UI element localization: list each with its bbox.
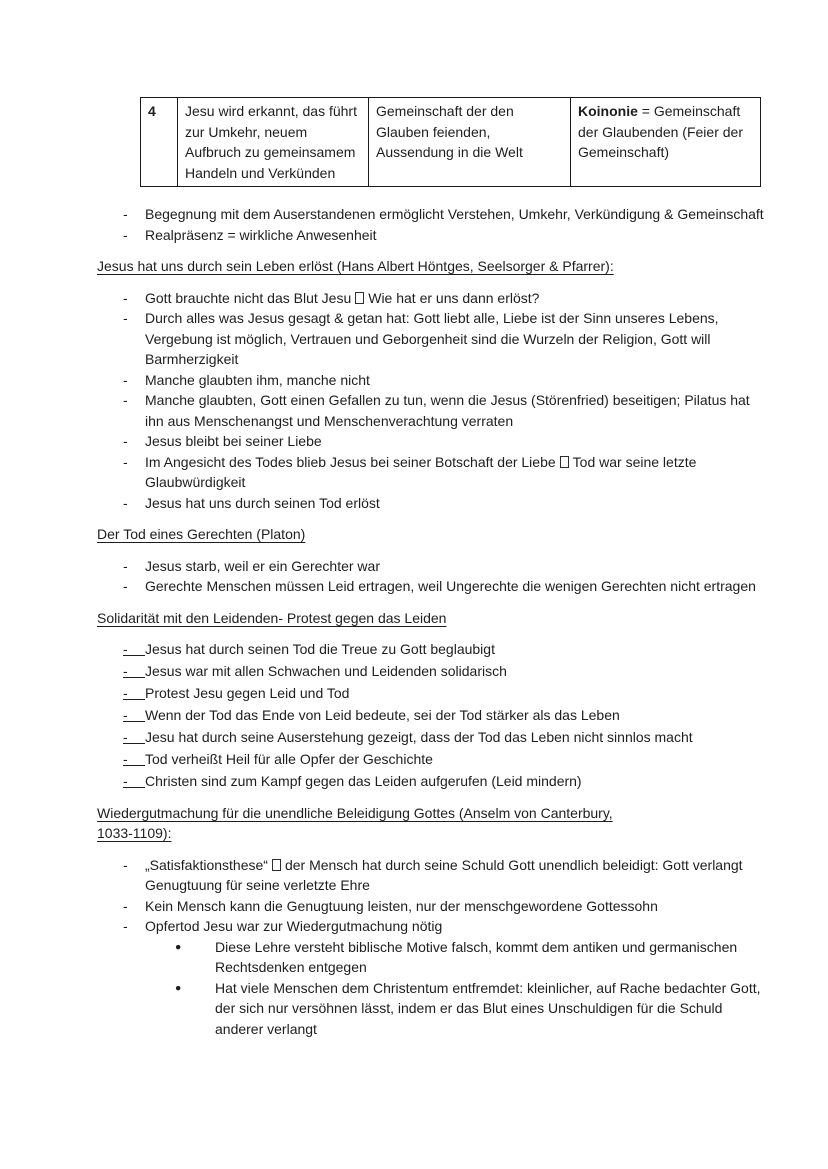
dash-marker: - — [123, 310, 128, 326]
underlined-dash-marker: - — [123, 639, 145, 656]
underlined-dash-marker: - — [123, 661, 145, 678]
bullet-text: Jesus bleibt bei seiner Liebe — [145, 433, 322, 449]
list-item — [97, 855, 765, 896]
bullet-text: Kein Mensch kann die Genugtuung leisten, nur der menschgewordene Gottessohn — [145, 897, 658, 914]
term-keyword: Koinonie — [578, 103, 638, 119]
section-heading-tod-gerechten: Der Tod eines Gerechten (Platon) — [97, 526, 306, 542]
sub-list-item — [97, 937, 765, 978]
dash-marker: - — [123, 856, 128, 873]
bullet-text: Realpräsenz = wirkliche Anwesenheit — [145, 226, 377, 243]
dash-marker: - — [123, 578, 128, 594]
eucharist-steps-table — [140, 97, 761, 187]
bullet-text: Jesus war mit allen Schwachen und Leidenden solidarisch — [145, 663, 507, 679]
list-item — [97, 204, 765, 225]
heading-line: 1033-1109): — [97, 825, 172, 841]
cell-step-meaning: Gemeinschaft der den Glauben feienden, Aussendung in die Welt — [369, 98, 571, 187]
list-item — [97, 431, 765, 452]
list-item — [97, 771, 765, 792]
list-item — [97, 639, 765, 660]
bullet-text: Jesus hat durch seinen Tod die Treue zu Gott beglaubigt — [145, 641, 495, 657]
list-item — [97, 727, 765, 748]
missing-glyph-box-icon — [560, 456, 569, 468]
list-item — [97, 705, 765, 726]
bullet-text: Gerechte Menschen müssen Leid ertragen, weil Ungerechte die wenigen Gerechten nicht ertragen — [145, 578, 756, 594]
dash-marker: - — [123, 289, 128, 306]
cell-step-number: 4 — [141, 98, 178, 187]
heading-line: Wiedergutmachung für die unendliche Beleidigung Gottes (Anselm von Canterbury, — [97, 804, 613, 821]
bullet-text: Gott brauchte nicht das Blut Jesu Wie hat er uns dann erlöst? — [145, 289, 540, 306]
underlined-dash-marker: - — [123, 749, 145, 766]
dash-marker: - — [123, 494, 128, 511]
list-item — [97, 370, 765, 391]
bullet-text: Wenn der Tod das Ende von Leid bedeute, sei der Tod stärker als das Leben — [145, 707, 620, 723]
bullet-text: Manche glaubten ihm, manche nicht — [145, 371, 370, 388]
list-item — [97, 576, 765, 597]
list-item — [97, 493, 765, 514]
bullet-text: Im Angesicht des Todes blieb Jesus bei seiner Botschaft der Liebe Tod war seine letzte Glaubwürdigkeit — [145, 453, 697, 490]
section-heading-leben-erloest: Jesus hat uns durch sein Leben erlöst (Hans Albert Höntges, Seelsorger & Pfarrer): — [97, 258, 614, 274]
list-item — [97, 556, 765, 577]
list-item — [97, 683, 765, 704]
term-definition: = Gemeinschaft der Glaubenden (Feier der Gemeinschaft) — [578, 103, 743, 160]
underlined-dash-marker: - — [123, 683, 145, 700]
section-heading-wiedergutmachung — [97, 803, 765, 844]
bullet-text: Protest Jesu gegen Leid und Tod — [145, 685, 350, 701]
bullet-text: Diese Lehre versteht biblische Motive falsch, kommt dem antiken und germanischen Rechtsdenken entgegen — [215, 938, 738, 975]
list-item — [97, 896, 765, 917]
cell-step-event: Jesu wird erkannt, das führt zur Umkehr, neuem Aufbruch zu gemeinsamem Handeln und Verkünden — [178, 98, 369, 187]
dash-marker: - — [123, 206, 128, 222]
list-item — [97, 308, 765, 370]
sub-list-item — [97, 978, 765, 1040]
dash-marker: - — [123, 392, 128, 408]
cell-step-term — [571, 98, 761, 187]
bullet-text: Begegnung mit dem Auserstandenen ermöglicht Verstehen, Umkehr, Verkündigung & Gemeinschaft — [145, 206, 764, 222]
bullet-list-leben-erloest — [97, 288, 765, 514]
dash-marker: - — [123, 918, 128, 934]
list-item — [97, 390, 765, 431]
underlined-dash-marker: - — [123, 705, 145, 722]
dash-marker: - — [123, 557, 128, 574]
missing-glyph-box-icon — [272, 859, 281, 871]
bullet-text: Jesu hat durch seine Auserstehung gezeigt, dass der Tod das Leben nicht sinnlos macht — [145, 729, 693, 745]
bullet-text: „Satisfaktionsthese“ der Mensch hat durch seine Schuld Gott unendlich beleidigt: Gott verlangt Genugtuung für seine verletzte Ehre — [145, 856, 743, 893]
dash-marker: - — [123, 226, 128, 243]
bullet-text: Jesus starb, weil er ein Gerechter war — [145, 557, 380, 574]
dash-marker: - — [123, 453, 128, 470]
underlined-dash-marker: - — [123, 771, 145, 788]
bullet-list-wiedergutmachung — [97, 855, 765, 1040]
list-item — [97, 916, 765, 937]
bullet-text: Opfertod Jesu war zur Wiedergutmachung nötig — [145, 918, 443, 934]
list-item — [97, 452, 765, 493]
list-item — [97, 749, 765, 770]
bullet-text: Durch alles was Jesus gesagt & getan hat: Gott liebt alle, Liebe ist der Sinn unseres Lebens, Vergebung ist möglich, Vertrauen und Geborgenheit sind die Wurzeln der Religion, Gott will Barmherzigkeit — [145, 310, 719, 367]
bullet-list-solidaritaet — [97, 639, 765, 792]
dash-marker: - — [123, 897, 128, 914]
list-item — [97, 225, 765, 246]
bullet-text: Jesus hat uns durch seinen Tod erlöst — [145, 494, 380, 511]
bullet-list-tod-gerechten — [97, 556, 765, 597]
bullet-dot-icon: ● — [175, 981, 182, 994]
dash-marker: - — [123, 433, 128, 449]
bullet-text: Manche glaubten, Gott einen Gefallen zu tun, wenn die Jesus (Störenfried) beseitigen; Pilatus hat ihn aus Menschenangst und Menschenverachtung verraten — [145, 392, 750, 429]
dash-marker: - — [123, 371, 128, 388]
bullet-text: Hat viele Menschen dem Christentum entfremdet: kleinlicher, auf Rache bedachter Gott, der sich nur versöhnen lässt, indem er das Blut eines Unschuldigen für die Schuld anderer verlangt — [215, 979, 761, 1037]
intro-bullet-list — [97, 204, 765, 245]
missing-glyph-box-icon — [355, 292, 364, 304]
underlined-dash-marker: - — [123, 727, 145, 744]
table-row — [141, 98, 761, 187]
bullet-text: Christen sind zum Kampf gegen das Leiden aufgerufen (Leid mindern) — [145, 773, 582, 789]
bullet-text: Tod verheißt Heil für alle Opfer der Geschichte — [145, 751, 433, 767]
section-heading-solidaritaet: Solidarität mit den Leidenden- Protest gegen das Leiden — [97, 609, 447, 626]
list-item — [97, 661, 765, 682]
list-item — [97, 288, 765, 309]
bullet-dot-icon: ● — [175, 940, 182, 953]
